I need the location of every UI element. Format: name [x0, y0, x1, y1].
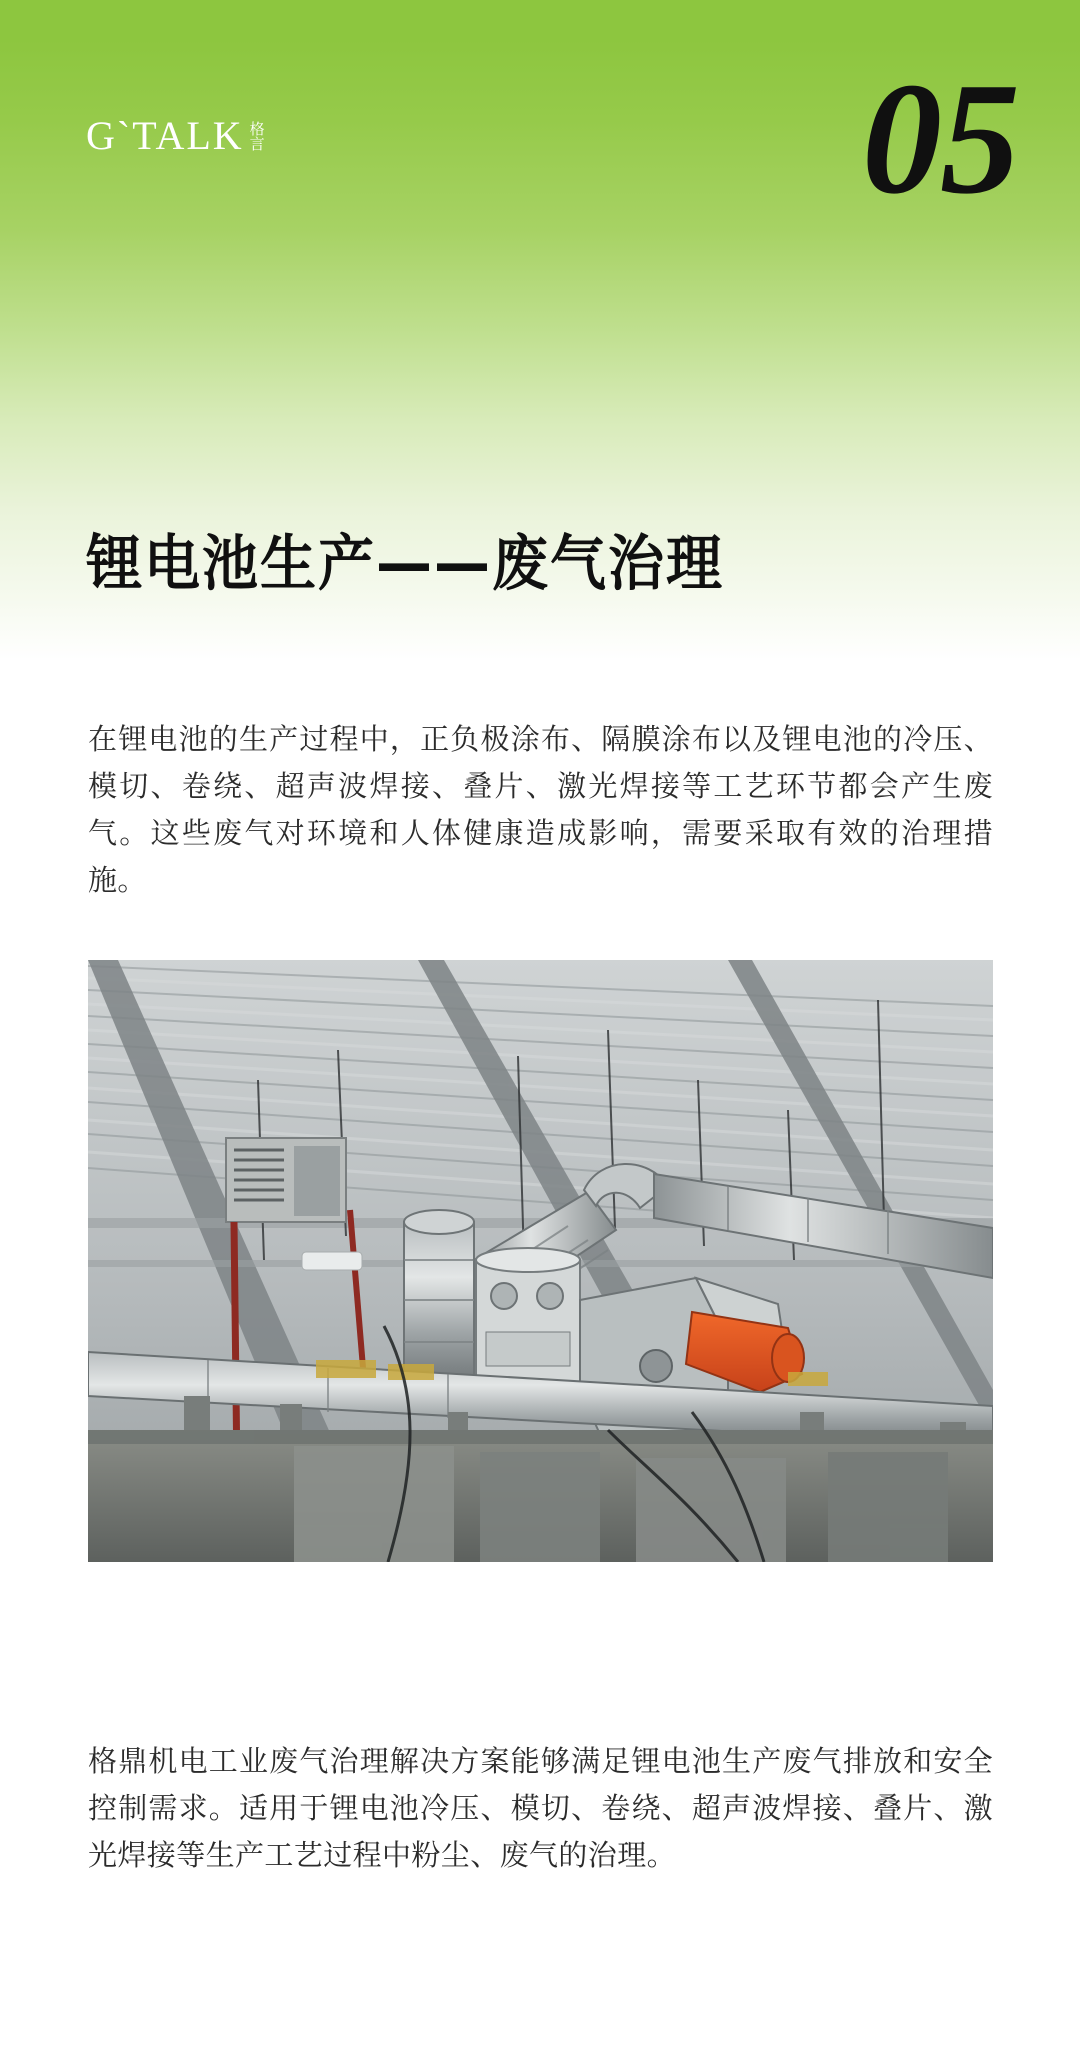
intro-paragraph: 在锂电池的生产过程中，正负极涂布、隔膜涂布以及锂电池的冷压、模切、卷绕、超声波焊接、叠片、激光焊接等工艺环节都会产生废气。这些废气对环境和人体健康造成影响，需要采取有效的治理措施。: [88, 724, 993, 897]
page-title: 锂电池生产——废气治理: [86, 528, 724, 599]
brand-logo: [86, 113, 265, 158]
page-header: [0, 0, 1080, 300]
brand-logo-chinese: [250, 122, 265, 157]
brand-logo-chinese-line1: 格: [249, 120, 265, 138]
brand-logo-text: G`TALK: [86, 113, 244, 158]
section-number: 05: [862, 49, 1018, 227]
factory-photo: [88, 960, 993, 1562]
brand-logo-chinese-line2: 言: [249, 136, 265, 154]
solution-paragraph: 格鼎机电工业废气治理解决方案能够满足锂电池生产废气排放和安全控制需求。适用于锂电池冷压、模切、卷绕、超声波焊接、叠片、激光焊接等生产工艺过程中粉尘、废气的治理。: [88, 1746, 993, 1872]
